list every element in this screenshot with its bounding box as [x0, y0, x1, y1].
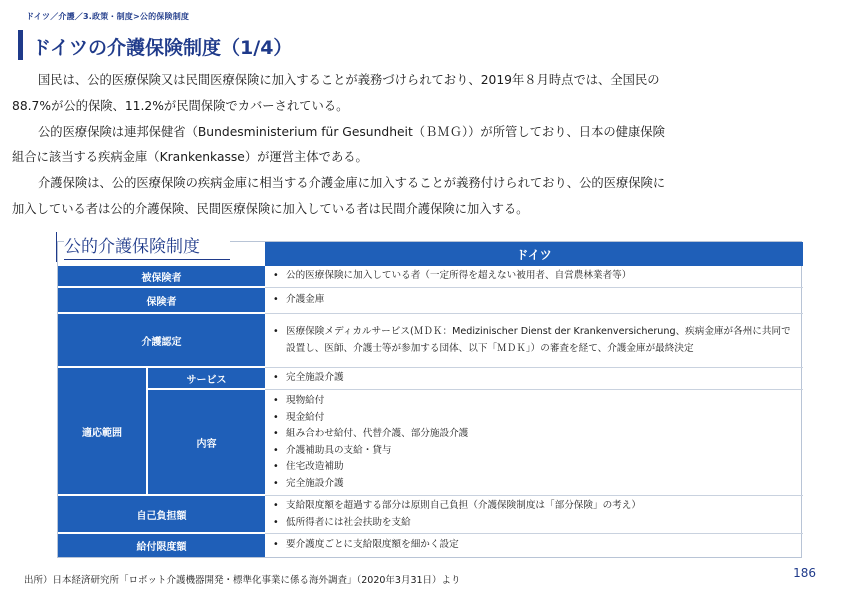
- row-value-certification: [265, 314, 803, 368]
- paragraph-3-line-1: 介護保険は、公的医療保険の疾病金庫に相当する介護金庫に加入することが義務付けられており、公的医療保険に: [38, 176, 666, 191]
- paragraph-1-line-1: 国民は、公的医療保険又は民間医療保険に加入することが義務づけられており、2019年８月時点では、全国民の: [38, 73, 660, 87]
- page-number: 186: [793, 566, 816, 580]
- list-item: • 介護金庫: [273, 292, 803, 309]
- row-value-limit: [265, 534, 803, 557]
- paragraph-3-line-2: 加入している者は公的介護保険、民間医療保険に加入している者は民間介護保険に加入する。: [12, 201, 529, 216]
- row-value-scope-content: [265, 390, 803, 496]
- list-item: • 支給限度額を超過する部分は原則自己負担（介護保険制度は「部分保険」の考え）: [273, 498, 803, 515]
- row-label-scope-service: サービス: [148, 368, 265, 390]
- paragraph-2-line-1: 公的医療保険は連邦保健省（Bundesministerium für Gesundheit（ＢＭＧ））が所管しており、日本の健康保険: [38, 124, 665, 139]
- list-item: • 介護補助具の支給・貸与: [273, 443, 803, 460]
- list-item: • 住宅改造補助: [273, 459, 803, 476]
- list-item: • 完全施設介護: [273, 370, 803, 387]
- row-value-copay: [265, 496, 803, 534]
- list-item: • 現物給付: [273, 393, 803, 410]
- list-item: • 組み合わせ給付、代替介護、部分施設介護: [273, 426, 803, 443]
- row-label-certification: 介護認定: [58, 314, 265, 368]
- row-value-insured: [265, 266, 803, 288]
- list-item: • 低所得者には社会扶助を支給: [273, 515, 803, 532]
- list-item: • 完全施設介護: [273, 476, 803, 493]
- paragraph-1-line-2: 88.7%が公的保険、11.2%が民間保険でカバーされている。: [12, 98, 349, 113]
- body-text: [0, 68, 842, 223]
- section-heading: 公的介護保険制度: [64, 232, 230, 260]
- page-title: ドイツの介護保険制度（1/4）: [32, 37, 293, 59]
- row-label-insured: 被保険者: [58, 266, 265, 288]
- row-value-scope-service: [265, 368, 803, 390]
- footer-source: 出所）日本経済研究所「ロボット介護機器開発・標準化事業に係る海外調査」（2020年3月31日）より: [24, 575, 461, 586]
- list-item: • 現金給付: [273, 410, 803, 427]
- insurance-table: [57, 241, 802, 558]
- row-label-insurer: 保険者: [58, 288, 265, 314]
- row-label-scope: 適応範囲: [58, 368, 148, 496]
- paragraph-2-line-2: 組合に該当する疾病金庫（Krankenkasse）が運営主体である。: [12, 150, 368, 165]
- row-label-limit: 給付限度額: [58, 534, 265, 557]
- list-item: • 医療保険メディカルサービス(ＭＤＫ：Medizinischer Dienst der Krankenversicherung、疾病金庫が各州に共同で設置し、医師、介護士等が参加する団体、以下「ＭＤＫ」）の審査を経て、介護金庫が最終決定: [273, 324, 793, 357]
- country-header: ドイツ: [265, 242, 803, 266]
- row-label-copay: 自己負担額: [58, 496, 265, 534]
- title-accent-bar: [18, 30, 23, 60]
- list-item: • 公的医療保険に加入している者（一定所得を超えない被用者、自営農林業者等）: [273, 268, 803, 285]
- row-label-scope-content: 内容: [148, 390, 265, 496]
- breadcrumb: ドイツ／介護／3.政策・制度>公的保険制度: [26, 12, 190, 21]
- row-value-insurer: [265, 288, 803, 314]
- list-item: • 要介護度ごとに支給限度額を細かく設定: [273, 537, 803, 554]
